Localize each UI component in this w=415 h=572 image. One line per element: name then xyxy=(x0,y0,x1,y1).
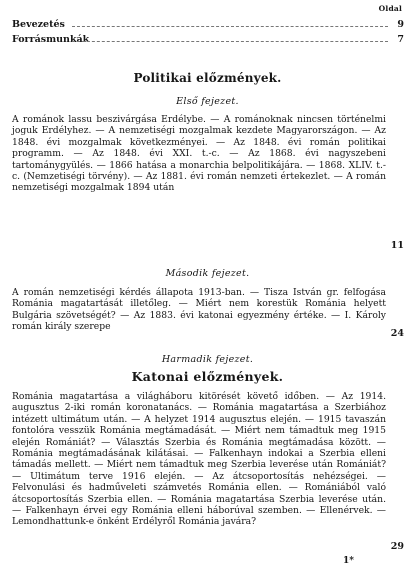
toc-page-number: 9 xyxy=(397,19,404,30)
chapter-label: Harmadik fejezet. xyxy=(161,354,254,365)
toc-page-number: 7 xyxy=(397,34,404,45)
chapter-summary xyxy=(12,114,386,251)
part-title: Politikai előzmények. xyxy=(133,71,282,85)
chapter-summary-text: Románia magatartása a világháboru kitörését követő időben. — Az 1914. augusztus 2-iki román koronatanács. — Románia magatartása a Szerbiához intézett ultimátum után. — A helyzet 1914 augusztus elején. — 1915 tavaszán fontolóra vesszük Románia megtámadását. — Miért nem támadtuk meg 1915 elején Romániát? — Választás Szerbia és Románia megtámadása között. — Románia megtámadásának kilátásai. — Falkenhayn indokai a Szerbia elleni támadás mellett. — Miért nem támadtuk meg Szerbia leverése után Romániát? — Ultimátum terve 1916 elején. — Az átcsoportosítás nehézségei. — Felvonulási és hadműveleti számvetés Románia ellen. — Romániából való átcsoportosítás Szerbia ellen. — Románia magatartása Szerbia leverése után. — Falkenhayn érvei egy Románia elleni háborúval szemben. — Ellenérvek. — Lemondhattunk-e önként Erdélyről Románia javára? xyxy=(12,391,386,528)
chapter-page-number: 24 xyxy=(390,328,404,339)
chapter-summary xyxy=(12,391,386,556)
leader-dots xyxy=(72,26,388,27)
toc-line-sources xyxy=(12,34,404,45)
chapter-summary-text: A román nemzetiségi kérdés állapota 1913-ban. — Tisza István gr. felfogása Románia magatartását illetőleg. — Miért nem korestük Románia helyett Bulgária szövetségét? — Az 1883. évi katonai egyezmény értéke. — I. Károly román király szerepe xyxy=(12,287,386,333)
chapter-page-number: 29 xyxy=(390,541,404,552)
toc-title: Bevezetés xyxy=(12,19,65,30)
toc-line-intro xyxy=(12,19,404,30)
page-column-label: Oldal xyxy=(378,4,402,13)
chapter-label: Második fejezet. xyxy=(165,268,250,279)
chapter-page-number: 11 xyxy=(390,240,404,251)
signature-mark: 1* xyxy=(343,556,354,566)
leader-dots xyxy=(72,41,388,42)
toc-title: Forrásmunkák xyxy=(12,34,90,45)
section-title: Katonai előzmények. xyxy=(131,369,284,384)
chapter-label: Első fejezet. xyxy=(176,96,239,107)
chapter-summary xyxy=(12,287,386,347)
chapter-summary-text: A románok lassu beszivárgása Erdélybe. — A románoknak nincsen történelmi joguk Erdélyhez. — A nemzetiségi mozgalmak kezdete Magyarországon. — Az 1848. évi mozgalmak következményei. — Az 1848. évi román politikai programm. — Az 1848. évi XXI. t.-c. — Az 1868. évi nagyszebeni tartománygyülés. — 1866 hatása a monarchia belpolitikájára. — 1868. XLIV. t.-c. (Nemzetiségi törvény). — Az 1881. évi román nemzeti értekezlet. — A román nemzetiségi mozgalmak 1894 után xyxy=(12,114,386,194)
